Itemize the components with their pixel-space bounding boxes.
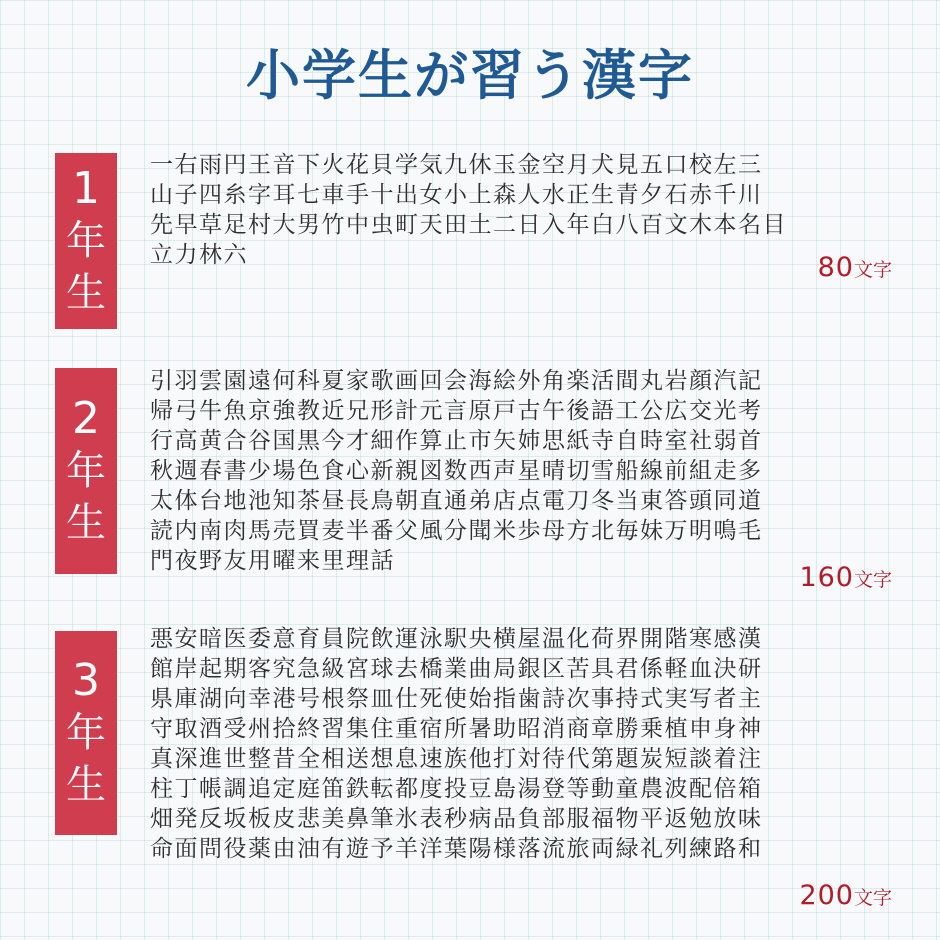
kanji-line: 守取酒受州拾終習集住重宿所暑助昭消商章勝乗植申身神 [150, 716, 763, 742]
kanji-line: 山子四糸字耳七車手十出女小上森人水正生青夕石赤千川 [150, 182, 763, 208]
grade-2-badge [55, 368, 117, 574]
kanji-line: 秋週春書少場色食心新親図数西声星晴切雪船線前組走多 [150, 458, 763, 484]
grade-2-year-char: 年 [66, 448, 106, 494]
count-unit: 文字 [853, 887, 892, 909]
kanji-line: 命面問役薬由油有遊予羊洋葉陽様落流旅両緑礼列練路和 [150, 836, 763, 862]
grade-3-badge [55, 631, 117, 835]
count-unit: 文字 [853, 259, 892, 281]
grade-3-number: 3 [72, 655, 100, 706]
grade-1-kanji-list [150, 150, 892, 270]
kanji-line: 畑発反坂板皮悲美鼻筆氷表秒病品負部服福物平返勉放味 [150, 806, 763, 832]
kanji-line: 太体台地池知茶昼長鳥朝直通弟店点電刀冬当東答頭同道 [150, 488, 763, 514]
grade-2-number: 2 [72, 393, 100, 444]
grade-3-student-char: 生 [66, 762, 106, 808]
count-number: 80 [817, 252, 854, 283]
grade-2-student-char: 生 [66, 500, 106, 546]
kanji-line: 県庫湖向幸港号根祭皿仕死使始指歯詩次事持式実写者主 [150, 686, 763, 712]
grade-3-count [799, 880, 892, 911]
kanji-line: 読内南肉馬売買麦半番父風分聞米歩母方北毎妹万明鳴毛 [150, 518, 763, 544]
grade-1-count [818, 252, 892, 283]
kanji-line: 帰弓牛魚京強教近兄形計元言原戸古午後語工公広交光考 [150, 398, 763, 424]
grade-3-year-char: 年 [66, 710, 106, 756]
kanji-line: 真深進世整昔全相送想息速族他打対待代第題炭短談着注 [150, 746, 763, 772]
grade-1-student-char: 生 [66, 270, 106, 316]
kanji-line: 立力林六 [150, 242, 248, 268]
count-number: 200 [799, 880, 854, 911]
kanji-line: 一右雨円王音下火花貝学気九休玉金空月犬見五口校左三 [150, 152, 763, 178]
kanji-line: 柱丁帳調追定庭笛鉄転都度投豆島湯登等動童農波配倍箱 [150, 776, 763, 802]
grade-2-count [799, 562, 892, 593]
kanji-line: 門夜野友用曜来里理話 [150, 548, 395, 574]
grade-2-kanji-list [150, 366, 892, 576]
page-title: 小学生が習う漢字 [246, 44, 694, 107]
kanji-line: 悪安暗医委意育員院飲運泳駅央横屋温化荷界開階寒感漢 [150, 626, 763, 652]
count-number: 160 [799, 562, 854, 593]
kanji-line: 引羽雲園遠何科夏家歌画回会海絵外角楽活間丸岩顔汽記 [150, 368, 763, 394]
count-unit: 文字 [853, 569, 892, 591]
kanji-line: 行高黄合谷国黒今才細作算止市矢姉思紙寺自時室社弱首 [150, 428, 763, 454]
grade-1-number: 1 [72, 163, 100, 214]
grade-3-kanji-list [150, 624, 892, 864]
grade-1-year-char: 年 [66, 218, 106, 264]
grade-1-badge [55, 153, 117, 329]
kanji-line: 先早草足村大男竹中虫町天田土二日入年白八百文木本名目 [150, 212, 787, 238]
kanji-line: 館岸起期客究急級宮球去橋業曲局銀区苦具君係軽血決研 [150, 656, 763, 682]
